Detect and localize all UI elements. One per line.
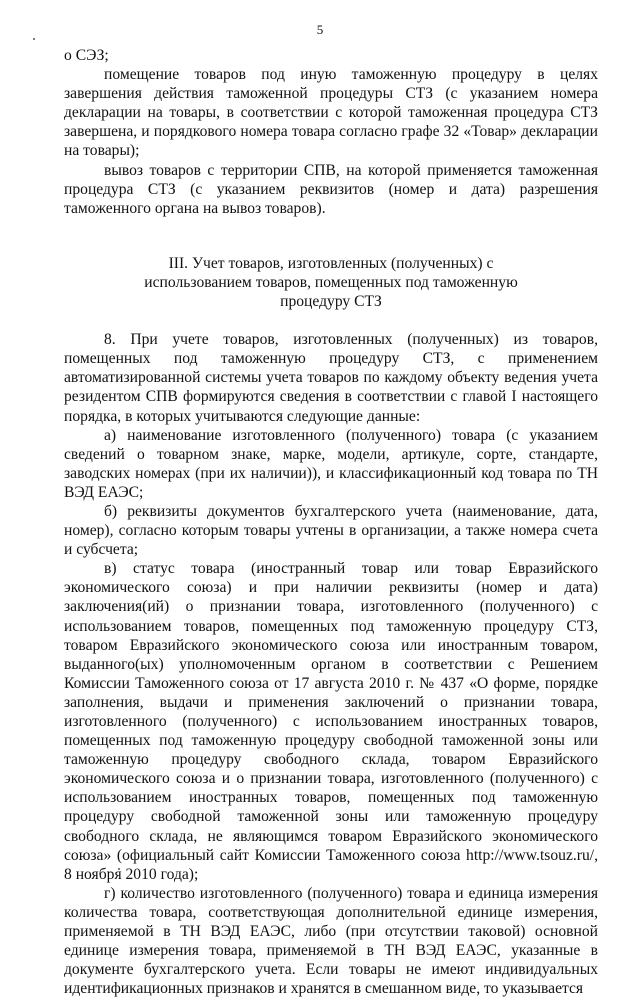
paragraph: вывоз товаров с территории СПВ, на которой применяется таможенная процедура СТЗ (с указанием реквизитов (номер и дата) разрешения таможенного органа на вывоз товаров). (64, 161, 598, 217)
section-heading-line: III. Учет товаров, изготовленных (полученных) с (168, 254, 494, 272)
list-item: г) количество изготовленного (полученного) товара и единица измерения количества товара, соответствующая дополнительной единице измерения, применяемой в ТН ВЭД ЕАЭС, либо (при отсутствии таковой) основной единице измерения товара, применяемой в ТН ВЭД ЕАЭС, указанные в документе бухгалтерского учета. Если товары не имеют индивидуальных идентификационных признаков и хранятся в смешанном виде, то указывается (64, 884, 598, 998)
section-heading-line: процедуру СТЗ (280, 293, 382, 311)
paragraph: помещение товаров под иную таможенную процедуру в целях завершения действия таможенной процедуры СТЗ (с указанием номера декларации на товары, в соответствии с которой таможенная процедура СТЗ завершена, и порядкового номера товара согласно графе 32 «Товар» декларации на товары); (64, 66, 598, 160)
list-item: в) статус товара (иностранный товар или товар Евразийского экономического союза) и при наличии реквизиты (номер и дата) заключения(ий) о признании товара, изготовленного (полученного) с использованием товаров, помещенных под таможенную процедуру СТЗ, товаром Евразийского экономического союза или иностранным товаром, выданного(ых) уполномоченным органом в соответствии с Решением Комиссии Таможенного союза от 17 августа 2010 г. № 437 «О форме, порядке заполнения, выдачи и применения заключений о признании товара, изготовленного (полученного) с использованием иностранных товаров, помещенных под таможенную процедуру свободной таможенной зоны или таможенную процедуру свободного склада, товаром Евразийского экономического союза и о признании товара, изготовленного (полученного) с использованием иностранных товаров, помещенных под таможенную процедуру свободной таможенной зоны или таможенную процедуру свободного склада, не являющимся товаром Евразийского экономического союза» (официальный сайт Комиссии Таможенного союза http://www.tsouz.ru/, 8 ноября 2010 года); (64, 560, 598, 883)
page-number: 5 (316, 22, 324, 37)
paragraph: о СЭЗ; (64, 47, 109, 64)
document-body (64, 46, 598, 998)
paragraph: 8. При учете товаров, изготовленных (полученных) из товаров, помещенных под таможенную процедуру СТЗ, с применением автоматизированной системы учета товаров по каждому объекту ведения учета резидентом СПВ формируются сведения в соответствии с главой I настоящего порядка, в которых учитываются следующие данные: (64, 331, 598, 425)
section-heading (64, 254, 598, 311)
list-item: а) наименование изготовленного (полученного) товара (с указанием сведений о товарном знаке, марке, модели, артикуле, сорте, стандарте, заводских номерах (при их наличии)), и классификационный код товара по ТН ВЭД ЕАЭС; (64, 426, 598, 501)
list-item: б) реквизиты документов бухгалтерского учета (наименование, дата, номер), согласно которым товары учтены в организации, а также номера счета и субсчета; (64, 502, 598, 559)
scan-speck (33, 38, 35, 40)
section-heading-line: использованием товаров, помещенных под таможенную (144, 273, 518, 291)
